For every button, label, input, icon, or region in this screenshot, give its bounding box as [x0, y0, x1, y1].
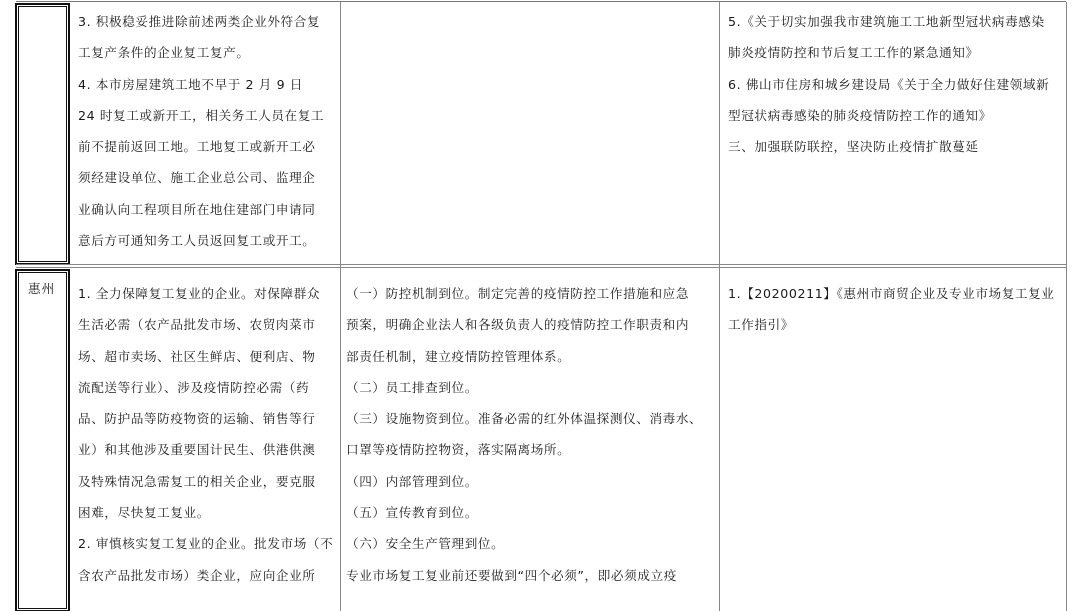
- measure-line: （四）内部管理到位。: [346, 473, 478, 489]
- measure-line: （五）宣传教育到位。: [346, 505, 478, 521]
- document-line: 肺炎疫情防控和节后复工工作的紧急通知》: [728, 45, 979, 61]
- table-top-border: [16, 1, 1066, 2]
- requirement-line: 及特殊情况急需复工的相关企业，要克服: [78, 473, 316, 489]
- row-divider: [16, 267, 1066, 268]
- requirement-line: 生活必需（农产品批发市场、农贸肉菜市: [78, 317, 316, 333]
- table-right-border: [1066, 2, 1067, 611]
- measure-line: 部责任机制，建立疫情防控管理体系。: [346, 348, 571, 364]
- measures-cell: [341, 6, 719, 262]
- requirement-line: 困难，尽快复工复业。: [78, 505, 210, 521]
- requirements-cell: [70, 278, 340, 611]
- document-line: 三、加强联防联控，坚决防止疫情扩散蔓延: [728, 139, 979, 155]
- requirement-line: 1. 全力保障复工复业的企业。对保障群众: [78, 286, 321, 301]
- measure-line: （三）设施物资到位。准备必需的红外体温探测仪、消毒水、: [346, 411, 703, 427]
- requirement-line: 意后方可通知务工人员返回复工或开工。: [78, 233, 316, 249]
- measures-cell: [341, 278, 719, 611]
- requirement-line: 流配送等行业）、涉及疫情防控必需（药: [78, 379, 310, 395]
- document-line: 工作指引》: [728, 317, 794, 333]
- city-label: 惠州: [28, 281, 56, 296]
- city-cell: [16, 4, 69, 264]
- document-line: 6. 佛山市住房和城乡建设局《关于全力做好住建领域新: [728, 76, 1050, 92]
- requirement-line: 2. 审慎核实复工复业的企业。批发市场（不: [78, 536, 334, 552]
- requirement-line: 须经建设单位、施工企业总公司、监理企: [78, 170, 316, 186]
- requirements-cell: [70, 6, 340, 262]
- city-cell: [16, 270, 69, 611]
- documents-cell: [720, 278, 1066, 611]
- column-divider: [719, 2, 720, 611]
- column-divider: [340, 2, 341, 611]
- measure-line: （二）员工排查到位。: [346, 379, 478, 395]
- row-divider: [16, 264, 1066, 265]
- measure-line: 口罩等疫情防控物资，落实隔离场所。: [346, 442, 571, 458]
- requirement-line: 4. 本市房屋建筑工地不早于 2 月 9 日: [78, 76, 303, 92]
- document-line: 1.【20200211】《惠州市商贸企业及专业市场复工复业: [728, 286, 1055, 301]
- requirement-line: 3. 积极稳妥推进除前述两类企业外符合复: [78, 14, 321, 29]
- requirement-line: 品、防护品等防疫物资的运输、销售等行: [78, 411, 316, 427]
- requirement-line: 工复产条件的企业复工复产。: [78, 45, 250, 61]
- requirement-line: 业确认向工程项目所在地住建部门申请同: [78, 201, 316, 217]
- requirement-line: 24 时复工或新开工，相关务工人员在复工: [78, 107, 325, 123]
- requirement-line: 业）和其他涉及重要国计民生、供港供澳: [78, 442, 316, 458]
- measure-line: 预案，明确企业法人和各级负责人的疫情防控工作职责和内: [346, 317, 690, 333]
- documents-cell: [720, 6, 1066, 262]
- document-line: 5.《关于切实加强我市建筑施工工地新型冠状病毒感染: [728, 14, 1045, 29]
- measure-line: （一）防控机制到位。制定完善的疫情防控工作措施和应急: [346, 286, 690, 301]
- measure-line: （六）安全生产管理到位。: [346, 536, 505, 552]
- measure-line: 专业市场复工复业前还要做到“四个必须”，即必须成立疫: [346, 567, 677, 583]
- document-line: 型冠状病毒感染的肺炎疫情防控工作的通知》: [728, 107, 992, 123]
- requirement-line: 场、超市卖场、社区生鲜店、便利店、物: [78, 348, 316, 364]
- requirement-line: 前不提前返回工地。工地复工或新开工必: [78, 139, 316, 155]
- requirement-line: 含农产品批发市场）类企业，应向企业所: [78, 567, 316, 583]
